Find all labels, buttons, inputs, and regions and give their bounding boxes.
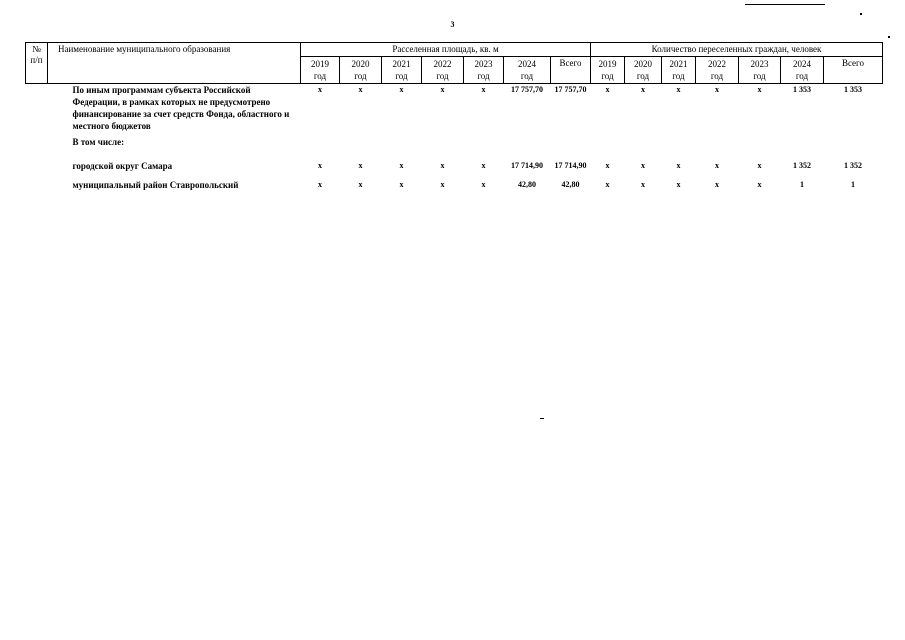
people-year-header: 2022 год [696,57,739,84]
area-year-header: 2022 год [422,57,464,84]
people-total-cell: 1 353 [844,85,862,94]
scan-mark [860,13,862,15]
people-cell: x [676,161,681,170]
area-total-cell: 17 714,90 [554,161,587,170]
people-cell: x [641,85,645,94]
area-cell: x [318,85,322,94]
people-cell: x [715,85,719,94]
page-number: 3 [450,20,455,29]
area-total-cell: 17 757,70 [554,85,587,94]
people-cell: 1 [800,180,804,189]
row-name: муниципальный район Ставропольский [72,180,239,190]
people-cell: x [676,85,681,94]
area-year-header: 2020 год [340,57,382,84]
section-row [26,132,883,158]
people-cell: 1 353 [793,85,811,94]
scan-mark [540,418,544,419]
people-cell: x [715,180,719,189]
num-column-header: № п/п [26,43,48,84]
people-total-header: Всего [824,57,883,84]
area-cell: x [399,180,404,189]
scan-mark [745,4,825,5]
area-cell: x [358,85,363,94]
area-cell: x [399,85,404,94]
area-cell: 42,80 [518,180,536,189]
area-cell: x [318,180,322,189]
area-cell: x [481,161,486,170]
people-cell: x [757,180,762,189]
people-cell: x [605,85,610,94]
area-cell: x [481,85,486,94]
row-name: городской округ Самара [72,161,173,171]
resettlement-table [25,42,883,191]
area-cell: x [481,180,486,189]
section-label: В том числе: [72,137,125,147]
scan-mark [888,36,890,38]
area-total-header: Всего [551,57,591,84]
area-year-header: 2019 год [301,57,340,84]
table-row [26,172,883,191]
people-cell: x [641,161,645,170]
area-cell: 17 757,70 [511,85,543,94]
people-total-cell: 1 352 [844,161,862,170]
area-cell: x [358,180,363,189]
area-cell: x [440,161,445,170]
people-year-header: 2019 год [591,57,625,84]
people-year-header: 2024 год [781,57,824,84]
area-cell: x [358,161,363,170]
area-cell: 17 714,90 [511,161,543,170]
people-cell: x [676,180,681,189]
area-group-header: Расселенная площадь, кв. м [301,43,591,57]
people-year-header: 2020 год [625,57,662,84]
people-year-header: 2023 год [739,57,781,84]
area-cell: x [399,161,404,170]
people-cell: x [641,180,645,189]
people-total-cell: 1 [851,180,855,189]
people-group-header: Количество переселенных граждан, человек [591,43,883,57]
table-row [26,84,883,133]
people-cell: x [605,180,610,189]
area-total-cell: 42,80 [561,180,580,189]
area-year-header: 2023 год [464,57,504,84]
people-cell: x [757,161,762,170]
row-name: По иным программам субъекта Российской Федерации, в рамках которых не предусмотрено финансирование за счет средств Фонда, областного и местного бюджетов [72,85,290,131]
area-cell: x [440,180,445,189]
area-year-header: 2024 год [504,57,551,84]
people-cell: 1 352 [793,161,811,170]
area-cell: x [318,161,322,170]
name-column-header: Наименование муниципального образования [48,43,301,84]
people-cell: x [605,161,610,170]
people-cell: x [757,85,762,94]
people-year-header: 2021 год [662,57,696,84]
area-year-header: 2021 год [382,57,422,84]
area-cell: x [440,85,445,94]
people-cell: x [715,161,719,170]
table-row [26,158,883,172]
